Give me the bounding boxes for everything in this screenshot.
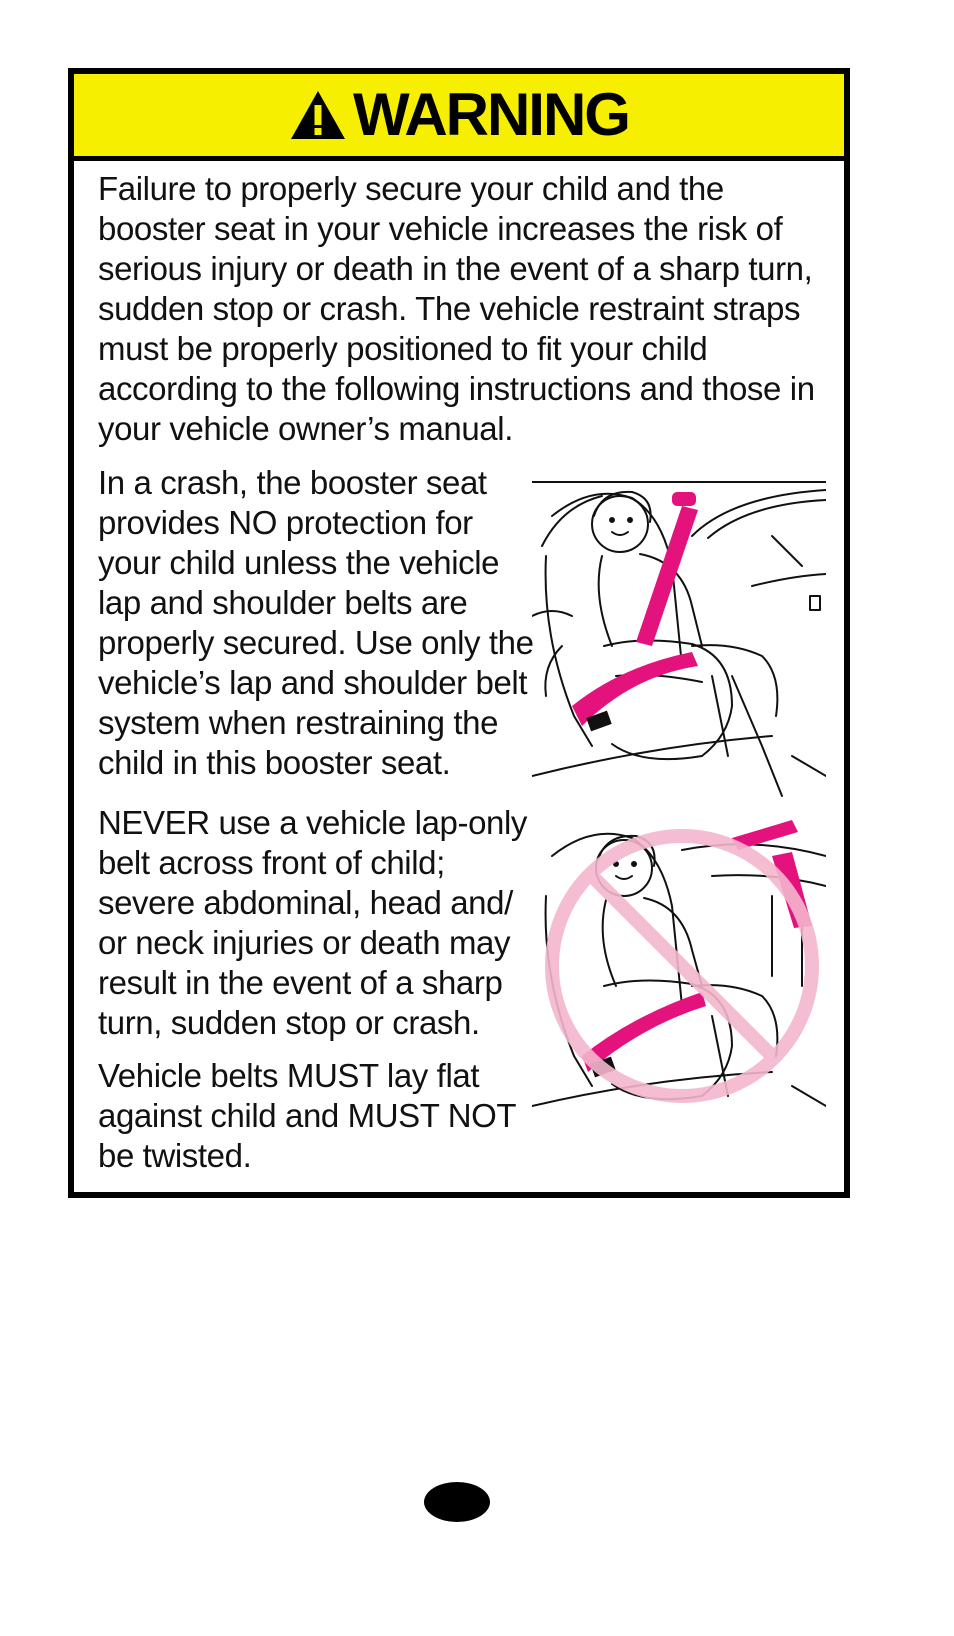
page-marker: [424, 1482, 490, 1522]
warning-header: [74, 74, 844, 161]
intro-paragraph: Failure to properly secure your child and the booster seat in your vehicle increases the risk of serious injury or death in the event of a sharp turn, sudden stop or crash. The vehicle restraint straps must be properly positioned to fit your child according to the following instructions and those in your vehicle owner’s manual.: [98, 170, 815, 447]
warning-title: WARNING: [353, 81, 629, 148]
warning-box: [68, 68, 850, 1198]
lap-only-belt-warning-paragraph: NEVER use a vehicle lap-only belt across front of child; severe abdominal, head and/ or neck injuries or death may result in the event of a sharp turn, sudden stop or crash.: [98, 804, 528, 1041]
belts-flat-paragraph: Vehicle belts MUST lay flat against child and MUST NOT be twisted.: [98, 1057, 516, 1174]
alert-triangle-icon: [289, 89, 347, 141]
lap-only-belt-prohibited-illustration: [532, 816, 826, 1126]
crash-paragraph: In a crash, the booster seat provides NO protection for your child unless the vehicle lap and shoulder belts are properly secured. Use only the vehicle’s lap and shoulder belt system when restraining the child in this booster seat.: [98, 464, 534, 781]
correct-belt-illustration: [532, 476, 826, 798]
